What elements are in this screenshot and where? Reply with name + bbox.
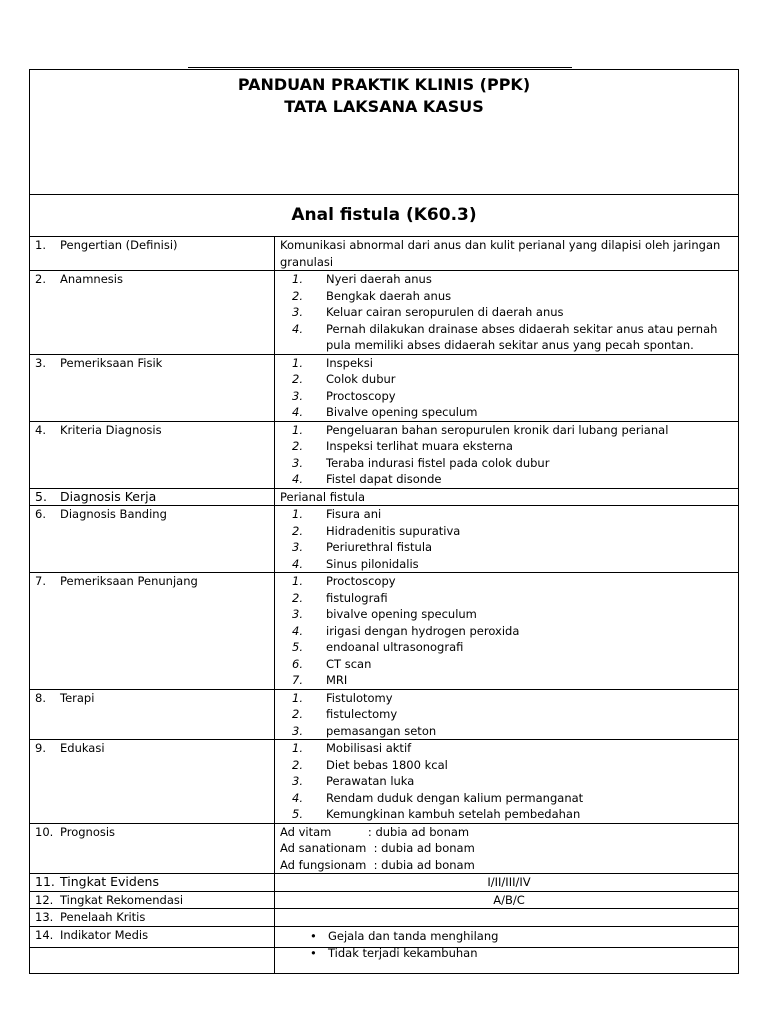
bullet-text: Tidak terjadi kekambuhan <box>328 946 478 960</box>
list-item <box>280 690 738 707</box>
list-item-text: Fistel dapat disonde <box>326 472 442 486</box>
row-value-cell <box>275 891 739 909</box>
list-item-number: 5. <box>292 640 303 654</box>
bullet-item <box>280 927 738 945</box>
prognosis-line: Ad fungsionam : dubia ad bonam <box>280 857 475 872</box>
row-number: 12. <box>35 892 54 907</box>
row-label-cell <box>30 909 275 927</box>
row-label-cell <box>30 573 275 690</box>
list-item-number: 1. <box>292 741 303 755</box>
row-label: Kriteria Diagnosis <box>60 422 162 437</box>
list-item-text: Pernah dilakukan drainase abses didaerah sekitar anus atau pernah pula memiliki abses didaerah sekitar anus yang pecah spontan. <box>326 321 718 352</box>
row-text: Komunikasi abnormal dari anus dan kulit perianal yang dilapisi oleh jaringan granulasi <box>280 238 721 269</box>
row-number: 2. <box>35 272 46 286</box>
list-item-text: Periurethral fistula <box>326 540 433 554</box>
numbered-list <box>280 573 738 689</box>
list-item-number: 3. <box>292 607 303 621</box>
table-row <box>30 740 739 824</box>
row-label: Pengertian (Definisi) <box>60 238 178 252</box>
list-item-text: Diet bebas 1800 kcal <box>326 757 448 772</box>
ppk-table <box>29 236 739 974</box>
list-item-text: Sinus pilonidalis <box>326 556 419 571</box>
bullet-icon: • <box>310 928 317 943</box>
row-label-cell <box>30 506 275 573</box>
list-item <box>280 656 738 673</box>
row-value-cell <box>275 506 739 573</box>
list-item <box>280 271 738 288</box>
numbered-list <box>280 422 738 488</box>
list-item-number: 4. <box>292 405 303 419</box>
list-item <box>280 321 738 354</box>
row-label: Tingkat Rekomendasi <box>60 892 184 907</box>
bullet-icon: • <box>310 946 317 960</box>
list-item <box>280 288 738 305</box>
list-item-number: 1. <box>292 272 303 286</box>
table-row <box>30 354 739 421</box>
list-item <box>280 455 738 472</box>
list-item <box>280 355 738 372</box>
row-label: Anamnesis <box>60 272 123 286</box>
list-item <box>280 706 738 723</box>
row-number: 6. <box>35 507 46 521</box>
list-item-number: 2. <box>292 707 303 721</box>
diagnosis-title: Anal fistula (K60.3) <box>291 205 477 225</box>
row-label-cell <box>30 488 275 506</box>
list-item-text: Fistulotomy <box>326 690 393 705</box>
row-label-cell <box>30 421 275 488</box>
list-item-number: 3. <box>292 388 303 403</box>
list-item-text: MRI <box>326 673 348 687</box>
row-label: Pemeriksaan Fisik <box>60 355 163 370</box>
list-item <box>280 723 738 740</box>
bullet-list <box>280 927 738 962</box>
row-label: Prognosis <box>60 824 116 839</box>
row-center-text: A/B/C <box>493 892 525 907</box>
list-item-number: 4. <box>292 321 303 336</box>
table-row <box>30 271 739 355</box>
list-item-text: Bivalve opening speculum <box>326 405 478 419</box>
row-value-cell <box>275 237 739 271</box>
row-value-cell <box>275 488 739 506</box>
row-label: Indikator Medis <box>60 927 149 942</box>
list-item-number: 3. <box>292 540 303 554</box>
list-item <box>280 757 738 774</box>
row-label: Tingkat Evidens <box>60 874 159 889</box>
list-item-number: 3. <box>292 723 303 738</box>
numbered-list <box>280 355 738 421</box>
bullet-text: Gejala dan tanda menghilang <box>328 928 499 943</box>
row-label-cell <box>30 689 275 740</box>
row-label: Pemeriksaan Penunjang <box>60 574 198 588</box>
row-number: 3. <box>35 355 46 370</box>
list-item <box>280 422 738 439</box>
row-number: 1. <box>35 238 46 252</box>
list-item <box>280 371 738 388</box>
row-number: 4. <box>35 422 46 437</box>
list-item <box>280 623 738 640</box>
list-item <box>280 388 738 405</box>
row-label: Diagnosis Kerja <box>60 488 157 504</box>
list-item-text: Inspeksi <box>326 355 373 370</box>
row-label-cell <box>30 891 275 909</box>
row-value-cell <box>275 926 739 973</box>
row-value-cell <box>275 573 739 690</box>
row-value-cell <box>275 421 739 488</box>
numbered-list <box>280 506 738 572</box>
row-number: 7. <box>35 574 46 588</box>
table-row <box>30 874 739 892</box>
row-label-cell <box>30 926 275 973</box>
prognosis-line: Ad sanationam : dubia ad bonam <box>280 841 475 855</box>
list-item-text: Mobilisasi aktif <box>326 741 412 755</box>
list-item <box>280 404 738 421</box>
row-label: Edukasi <box>60 741 105 755</box>
list-item-text: Bengkak daerah anus <box>326 288 452 303</box>
row-value-cell <box>275 271 739 355</box>
list-item-number: 4. <box>292 556 303 571</box>
row-label: Penelaah Kritis <box>60 910 146 924</box>
list-item <box>280 606 738 623</box>
row-number: 11. <box>35 874 55 889</box>
list-item <box>280 806 738 823</box>
list-item-number: 4. <box>292 790 303 805</box>
list-item-text: Rendam duduk dengan kalium permanganat <box>326 790 584 805</box>
table-row <box>30 573 739 690</box>
table-row <box>30 823 739 874</box>
document-header <box>30 70 738 195</box>
row-label-cell <box>30 740 275 824</box>
list-item <box>280 639 738 656</box>
list-item-text: Teraba indurasi fistel pada colok dubur <box>326 455 550 470</box>
numbered-list <box>280 271 738 354</box>
list-item-text: pemasangan seton <box>326 723 437 738</box>
list-item-number: 1. <box>292 355 303 370</box>
list-item <box>280 506 738 523</box>
diagnosis-heading-box <box>30 195 738 237</box>
row-label-cell <box>30 237 275 271</box>
table-row <box>30 488 739 506</box>
table-row <box>30 237 739 271</box>
list-item-number: 2. <box>292 590 303 605</box>
row-label: Terapi <box>60 690 95 705</box>
list-item-number: 1. <box>292 422 303 437</box>
list-item <box>280 740 738 757</box>
list-item-text: Pengeluaran bahan seropurulen kronik dari lubang perianal <box>326 422 669 437</box>
list-item-text: Colok dubur <box>326 372 396 386</box>
list-item-number: 3. <box>292 455 303 470</box>
list-item-number: 1. <box>292 507 303 521</box>
list-item <box>280 790 738 807</box>
list-item <box>280 556 738 573</box>
list-item <box>280 573 738 590</box>
list-item <box>280 539 738 556</box>
list-item-text: Kemungkinan kambuh setelah pembedahan <box>326 807 581 821</box>
list-item-text: irigasi dengan hydrogen peroxida <box>326 623 520 638</box>
list-item-text: Hidradenitis supurativa <box>326 523 461 538</box>
row-number: 9. <box>35 741 46 755</box>
list-item-text: Proctoscopy <box>326 388 396 403</box>
page-title: PANDUAN PRAKTIK KLINIS (PPK) <box>237 75 531 94</box>
row-label-cell <box>30 823 275 874</box>
row-value-cell <box>275 689 739 740</box>
list-item-text: CT scan <box>326 656 372 671</box>
row-number: 10. <box>35 824 54 839</box>
list-item-text: bivalve opening speculum <box>326 607 477 621</box>
list-item <box>280 590 738 607</box>
row-value-cell <box>275 740 739 824</box>
row-number: 14. <box>35 927 54 942</box>
page-subtitle: TATA LAKSANA KASUS <box>284 97 484 116</box>
table-row <box>30 909 739 927</box>
list-item-number: 6. <box>292 656 303 671</box>
table-row <box>30 689 739 740</box>
list-item <box>280 438 738 455</box>
list-item-number: 5. <box>292 807 303 821</box>
list-item <box>280 672 738 689</box>
list-item-text: fistulectomy <box>326 707 398 721</box>
numbered-list <box>280 690 738 740</box>
list-item <box>280 773 738 790</box>
ppk-document <box>29 69 739 960</box>
table-row <box>30 421 739 488</box>
list-item-text: Nyeri daerah anus <box>326 272 432 286</box>
list-item-number: 3. <box>292 774 303 788</box>
list-item-text: fistulografi <box>326 590 388 605</box>
list-item <box>280 471 738 488</box>
row-number: 13. <box>35 910 54 924</box>
list-item-number: 1. <box>292 574 303 588</box>
list-item <box>280 523 738 540</box>
numbered-list <box>280 740 738 823</box>
list-item-number: 2. <box>292 372 303 386</box>
list-item-text: Fisura ani <box>326 507 382 521</box>
row-value-cell <box>275 823 739 874</box>
list-item-text: Keluar cairan seropurulen di daerah anus <box>326 305 564 319</box>
row-value-cell <box>275 874 739 892</box>
table-row <box>30 926 739 973</box>
table-row <box>30 891 739 909</box>
list-item-number: 2. <box>292 439 303 453</box>
list-item-text: Proctoscopy <box>326 574 396 588</box>
list-item-text: endoanal ultrasonografi <box>326 640 464 654</box>
list-item-number: 3. <box>292 305 303 319</box>
top-rule <box>188 67 572 68</box>
list-item-number: 2. <box>292 757 303 772</box>
list-item-number: 2. <box>292 523 303 538</box>
prognosis-line: Ad vitam : dubia ad bonam <box>280 824 470 839</box>
row-number: 5. <box>35 488 47 504</box>
list-item-number: 4. <box>292 623 303 638</box>
row-center-text: I/II/III/IV <box>487 875 531 889</box>
row-number: 8. <box>35 690 46 705</box>
row-label-cell <box>30 874 275 892</box>
row-label: Diagnosis Banding <box>60 507 167 521</box>
list-item-text: Perawatan luka <box>326 774 415 788</box>
list-item <box>280 304 738 321</box>
list-item-text: Inspeksi terlihat muara eksterna <box>326 439 513 453</box>
row-value-cell <box>275 909 739 927</box>
list-item-number: 4. <box>292 472 303 486</box>
bullet-item <box>280 944 738 962</box>
list-item-number: 2. <box>292 288 303 303</box>
row-value-cell <box>275 354 739 421</box>
row-label-cell <box>30 271 275 355</box>
list-item-number: 1. <box>292 690 303 705</box>
table-row <box>30 506 739 573</box>
row-text: Perianal fistula <box>280 489 366 504</box>
row-label-cell <box>30 354 275 421</box>
list-item-number: 7. <box>292 673 303 687</box>
